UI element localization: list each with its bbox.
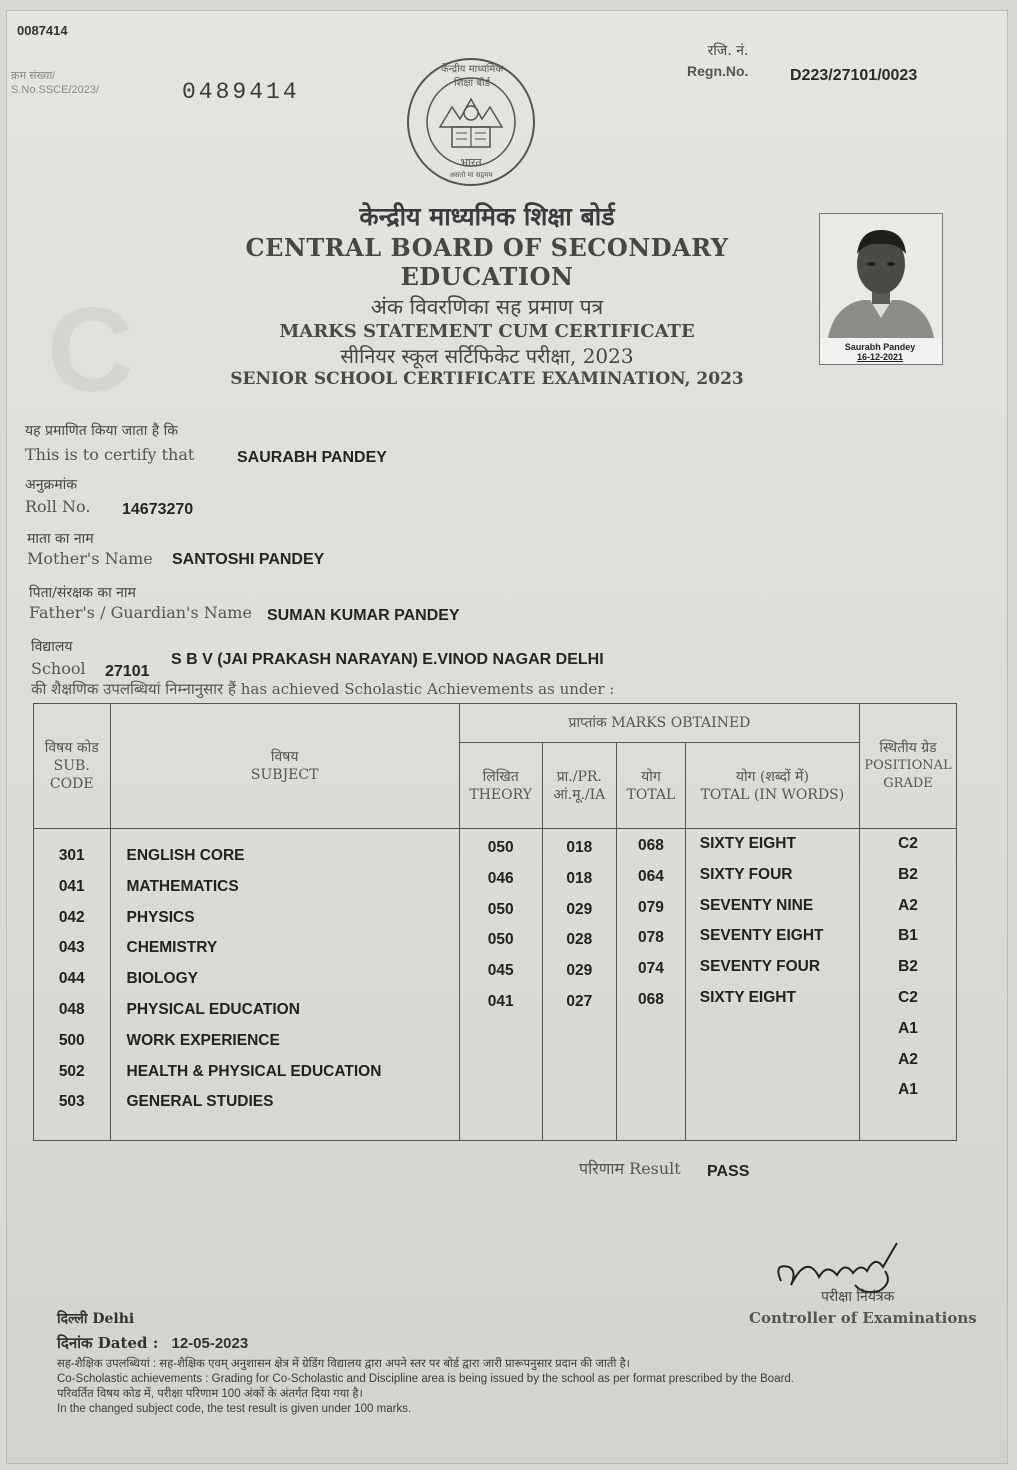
header-total-words <box>685 743 859 829</box>
col-grade <box>860 829 957 1141</box>
mother-name: SANTOSHI PANDEY <box>172 551 325 568</box>
certificate-titles <box>167 199 807 389</box>
table-body-row <box>34 829 957 1141</box>
cbse-seal-icon <box>404 55 538 189</box>
photo-caption-date: 16-12-2021 <box>856 352 904 362</box>
cell-grade: C2 <box>898 988 918 1006</box>
marks-certificate <box>6 10 1008 1464</box>
marks-table <box>33 703 957 1141</box>
regn-label <box>687 41 748 81</box>
father-name: SUMAN KUMAR PANDEY <box>267 607 460 624</box>
header-practical <box>542 743 617 829</box>
cell-total-words: SIXTY EIGHT <box>699 988 796 1006</box>
cell-total-words: SEVENTY FOUR <box>699 958 821 976</box>
photo-caption <box>824 342 936 362</box>
controller-label-en: Controller of Examinations <box>749 1309 977 1327</box>
student-name: SAURABH PANDEY <box>237 449 387 466</box>
regn-label-en: Regn.No. <box>687 63 749 79</box>
seal-motto: असतो मा सद्गमय <box>449 171 493 179</box>
regn-number: D223/27101/0023 <box>790 67 918 84</box>
cell-subject: ENGLISH CORE <box>126 847 245 864</box>
table-header-row-1 <box>34 704 957 743</box>
result-label: परिणाम Result <box>579 1159 681 1178</box>
col-theory <box>459 829 542 1141</box>
header-theory-hi: लिखित <box>482 768 519 785</box>
col-total <box>617 829 686 1141</box>
cell-code: 503 <box>58 1093 85 1111</box>
header-theory-en: THEORY <box>469 786 532 803</box>
father-label-en: Father's / Guardian's Name <box>29 603 252 622</box>
cell-theory: 050 <box>487 931 514 949</box>
father-label-hi: पिता/संरक्षक का नाम <box>29 585 136 601</box>
roll-label-en: Roll No. <box>25 497 91 516</box>
header-marks-hi: प्राप्तांक <box>568 715 607 731</box>
header-sub-code-en: SUB. CODE <box>49 758 94 792</box>
header-theory <box>459 743 542 829</box>
cell-grade: A1 <box>898 1081 918 1099</box>
header-subject <box>110 704 459 829</box>
school-name: S B V (JAI PRAKASH NARAYAN) E.VINOD NAGAR DELHI <box>171 651 604 668</box>
serial-label <box>11 69 99 97</box>
cell-total: 074 <box>637 960 664 978</box>
certify-label-en: This is to certify that <box>25 445 195 464</box>
cell-grade: A1 <box>898 1019 918 1037</box>
school-label-hi: विद्यालय <box>31 639 73 655</box>
cell-grade: B2 <box>898 865 918 883</box>
footnote-line: परिवर्तित विषय कोड में, परीक्षा परिणाम 100 अंकों के अंतर्गत दिया गया है। <box>57 1388 363 1400</box>
header-total <box>617 743 686 829</box>
doc-title-hi: अंक विवरणिका सह प्रमाण पत्र <box>370 295 604 319</box>
cell-subject: PHYSICS <box>126 908 195 926</box>
col-code <box>34 829 111 1141</box>
student-portrait-icon <box>820 214 942 338</box>
cell-subject: PHYSICAL EDUCATION <box>126 1000 300 1018</box>
exam-title-hi: सीनियर स्कूल सर्टिफिकेट परीक्षा, 2023 <box>340 344 634 368</box>
cell-grade: B1 <box>898 927 918 945</box>
achievement-line <box>31 679 614 699</box>
header-words-en: TOTAL (IN WORDS) <box>700 786 845 803</box>
roll-label-hi: अनुक्रमांक <box>25 477 77 493</box>
header-total-hi: योग <box>641 768 661 785</box>
header-total-en: TOTAL <box>626 786 676 803</box>
date-value: 12-05-2023 <box>171 1335 249 1352</box>
cell-code: 042 <box>58 908 85 926</box>
cell-subject: CHEMISTRY <box>126 939 218 957</box>
header-sub-code-hi: विषय कोड <box>44 740 99 756</box>
cell-subject: WORK EXPERIENCE <box>126 1031 280 1049</box>
footnote-line: Co-Scholastic achievements : Grading for Co-Scholastic and Discipline area is being issued by the school as per format prescribed by the Board. <box>57 1373 795 1385</box>
cell-code: 041 <box>58 877 85 895</box>
header-marks-en: MARKS OBTAINED <box>611 715 751 731</box>
certify-label-hi: यह प्रमाणित किया जाता है कि <box>25 423 179 439</box>
cell-theory: 050 <box>487 839 514 856</box>
cell-practical: 018 <box>566 869 593 887</box>
col-total-words <box>685 829 859 1141</box>
cell-grade: B2 <box>898 958 918 976</box>
cell-total: 079 <box>637 898 664 916</box>
col-practical <box>542 829 617 1141</box>
header-sub-code <box>34 704 111 829</box>
serial-number: 0489414 <box>182 79 300 105</box>
header-marks-obtained <box>459 704 859 743</box>
school-code: 27101 <box>105 663 150 680</box>
result-value: PASS <box>707 1163 750 1180</box>
header-grade-en: POSITIONAL GRADE <box>864 758 952 791</box>
serial-label-hi: क्रम संख्या/ <box>11 70 56 82</box>
cell-practical: 029 <box>566 900 593 918</box>
cell-code: 500 <box>58 1031 85 1049</box>
board-title-hi: केन्द्रीय माध्यमिक शिक्षा बोर्ड <box>359 202 615 231</box>
controller-label-hi: परीक्षा नियंत्रक <box>821 1289 895 1305</box>
mother-label-en: Mother's Name <box>27 549 153 568</box>
header-subject-en: SUBJECT <box>250 767 319 783</box>
cell-theory: 041 <box>487 992 514 1010</box>
regn-label-hi: रजि. नं. <box>707 43 749 59</box>
serial-label-en: S.No.SSCE/2023/ <box>11 84 100 96</box>
cell-total-words: SIXTY FOUR <box>699 865 793 883</box>
cell-practical: 018 <box>566 839 593 856</box>
cell-total-words: SEVENTY EIGHT <box>699 927 824 945</box>
cell-practical: 027 <box>566 992 593 1010</box>
cell-total-words: SIXTY EIGHT <box>699 835 796 852</box>
cell-total-words: SEVENTY NINE <box>699 896 814 914</box>
cell-code: 301 <box>58 847 85 864</box>
header-pr-hi: प्रा./PR. <box>556 768 602 785</box>
cell-practical: 029 <box>566 962 593 980</box>
cell-subject: GENERAL STUDIES <box>126 1093 274 1111</box>
cell-total: 068 <box>637 990 664 1008</box>
seal-bottom-text: भारत <box>460 156 482 169</box>
cell-grade: C2 <box>898 835 918 852</box>
cell-total: 078 <box>637 929 664 947</box>
header-subject-hi: विषय <box>270 749 299 765</box>
header-pr-en: आं.मू./IA <box>553 786 606 803</box>
board-title-en: CENTRAL BOARD OF SECONDARY EDUCATION <box>245 233 729 291</box>
header-grade-hi: स्थितीय ग्रेड <box>879 740 937 756</box>
achievement-line-hi: की शैक्षणिक उपलब्धियां निम्नानुसार हैं <box>31 680 236 698</box>
exam-title-en: SENIOR SCHOOL CERTIFICATE EXAMINATION, 2023 <box>230 369 744 389</box>
cell-theory: 046 <box>487 869 514 887</box>
cell-code: 043 <box>58 939 85 957</box>
cell-practical: 028 <box>566 931 593 949</box>
cell-total: 064 <box>637 867 664 885</box>
watermark: C <box>47 283 134 417</box>
student-photo <box>819 213 943 365</box>
mother-label-hi: माता का नाम <box>27 531 94 547</box>
cell-code: 048 <box>58 1000 85 1018</box>
date-label: दिनांक Dated : <box>57 1334 159 1352</box>
header-words-hi: योग (शब्दों में) <box>735 768 809 785</box>
date-row <box>57 1333 248 1353</box>
doc-title-en: MARKS STATEMENT CUM CERTIFICATE <box>279 321 695 342</box>
achievement-line-en: has achieved Scholastic Achievements as under : <box>240 680 615 698</box>
header-grade <box>860 704 957 829</box>
cell-subject: MATHEMATICS <box>126 877 239 895</box>
footnote-line: सह-शैक्षिक उपलब्धियां : सह-शैक्षिक एवम् अनुशासन क्षेत्र में ग्रेडिंग विद्यालय द्वारा अपने स्तर पर बोर्ड द्वारा जारी प्रारूपनुसार प्रदान की जाती है। <box>57 1358 631 1370</box>
roll-number: 14673270 <box>122 501 194 518</box>
place: दिल्ली Delhi <box>57 1311 135 1327</box>
footnote-line: In the changed subject code, the test result is given under 100 marks. <box>57 1403 412 1415</box>
cell-theory: 050 <box>487 900 514 918</box>
cell-code: 044 <box>58 970 85 988</box>
photo-caption-name: Saurabh Pandey <box>844 342 916 352</box>
school-label-en: School <box>31 659 86 678</box>
cell-grade: A2 <box>898 1050 918 1068</box>
cell-subject: HEALTH & PHYSICAL EDUCATION <box>126 1062 382 1080</box>
seal-top-text: केन्द्रीय माध्यमिक शिक्षा बोर्ड <box>440 64 504 89</box>
col-subject <box>110 829 459 1141</box>
cell-theory: 045 <box>487 962 514 980</box>
cell-total: 068 <box>637 837 664 854</box>
top-serial: 0087414 <box>17 23 68 38</box>
cell-subject: BIOLOGY <box>126 970 198 988</box>
footnotes <box>57 1357 977 1417</box>
cell-grade: A2 <box>898 896 918 914</box>
cell-code: 502 <box>58 1062 85 1080</box>
